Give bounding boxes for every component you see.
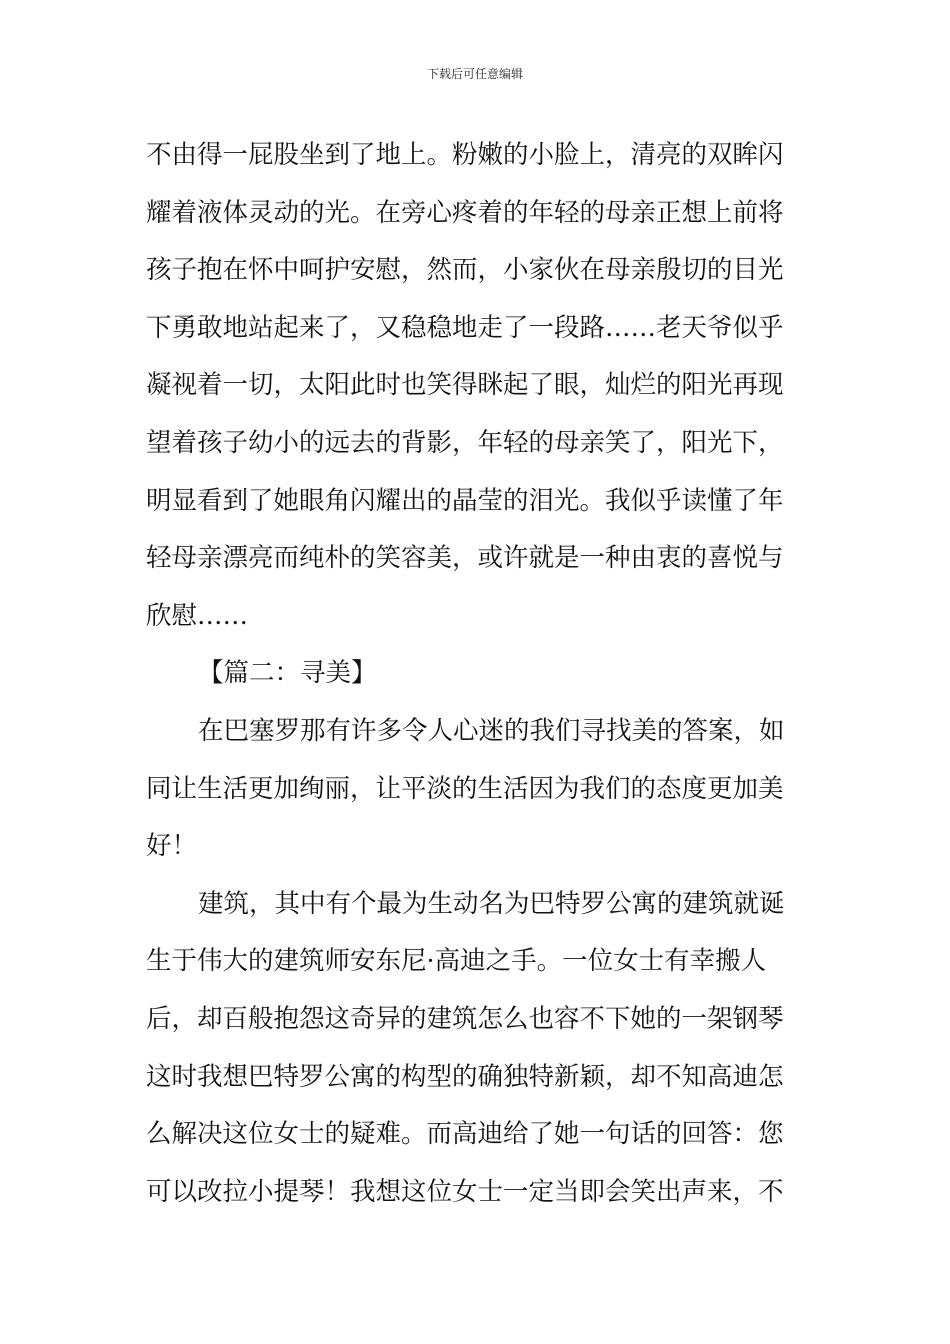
paragraph-start-line: 建筑，其中有个最为生动名为巴特罗公寓的建筑就诞 — [198, 888, 785, 919]
text-line: 明显看到了她眼角闪耀出的晶莹的泪光。我似乎读懂了年 — [146, 485, 784, 516]
text-line: 轻母亲漂亮而纯朴的笑容美，或许就是一种由衷的喜悦与 — [146, 543, 784, 574]
paragraph-start-line: 在巴塞罗那有许多令人心迷的我们寻找美的答案，如 — [198, 715, 785, 746]
text-line: 耀着液体灵动的光。在旁心疼着的年轻的母亲正想上前将 — [146, 197, 784, 228]
text-line: 么解决这位女士的疑难。而高迪给了她一句话的回答：您 — [146, 1119, 784, 1150]
text-line: 凝视着一切，太阳此时也笑得眯起了眼，灿烂的阳光再现 — [146, 370, 784, 401]
page-header: 下载后可任意编辑 — [426, 67, 523, 81]
text-line: 可以改拉小提琴！我想这位女士一定当即会笑出声来，不 — [146, 1176, 784, 1207]
text-line: 这时我想巴特罗公寓的构型的确独特新颖，却不知高迪怎 — [146, 1061, 784, 1092]
text-line: 后，却百般抱怨这奇异的建筑怎么也容不下她的一架钢琴 — [146, 1003, 784, 1034]
text-line: 孩子抱在怀中呵护安慰，然而，小家伙在母亲殷切的目光 — [146, 255, 784, 286]
text-line: 生于伟大的建筑师安东尼·高迪之手。一位女士有幸搬人 — [146, 946, 767, 977]
document-body — [146, 127, 812, 1221]
text-line: 望着孩子幼小的远去的背影，年轻的母亲笑了，阳光下， — [146, 427, 784, 458]
text-line: 同让生活更加绚丽，让平淡的生活因为我们的态度更加美 — [146, 773, 784, 804]
section-heading: 【篇二：寻美】 — [198, 658, 377, 689]
text-line: 不由得一屁股坐到了地上。粉嫩的小脸上，清亮的双眸闪 — [146, 140, 784, 170]
text-line: 欣慰…… — [146, 600, 249, 631]
text-line: 下勇敢地站起来了，又稳稳地走了一段路……老天爷似乎 — [146, 312, 784, 343]
text-line: 好！ — [146, 831, 198, 862]
